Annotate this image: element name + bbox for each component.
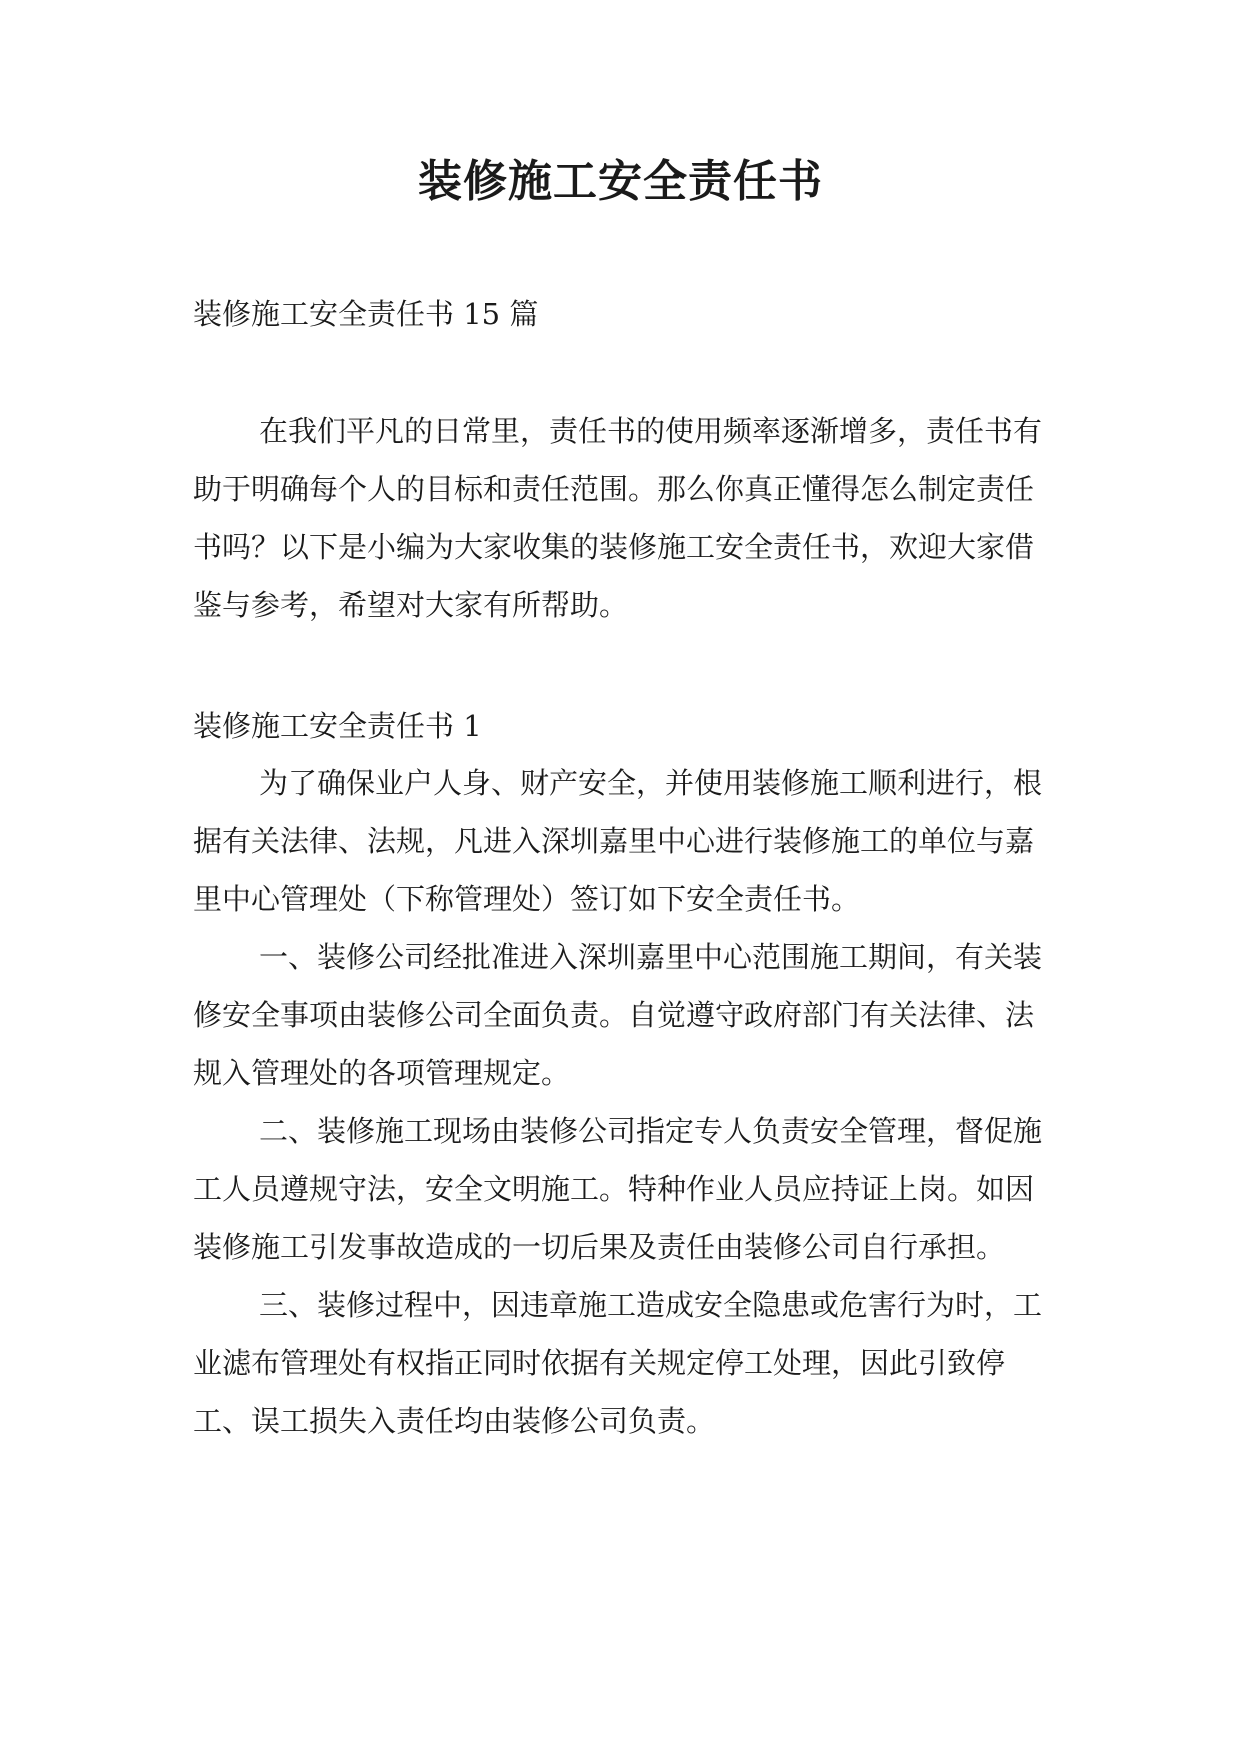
section-heading: 装修施工安全责任书 1 <box>193 709 482 743</box>
document-subtitle: 装修施工安全责任书 15 篇 <box>193 297 539 331</box>
section-body <box>193 754 1053 1450</box>
body-paragraph: 二、装修施工现场由装修公司指定专人负责安全管理，督促施工人员遵规守法，安全文明施工。特种作业人员应持证上岗。如因装修施工引发事故造成的一切后果及责任由装修公司自行承担。 <box>193 1114 1043 1264</box>
body-paragraph: 为了确保业户人身、财产安全，并使用装修施工顺利进行，根据有关法律、法规，凡进入深圳嘉里中心进行装修施工的单位与嘉里中心管理处（下称管理处）签订如下安全责任书。 <box>193 766 1043 916</box>
body-paragraph: 三、装修过程中，因违章施工造成安全隐患或危害行为时，工业滤布管理处有权指正同时依据有关规定停工处理，因此引致停工、误工损失入责任均由装修公司负责。 <box>193 1288 1043 1438</box>
document-title: 装修施工安全责任书 <box>418 156 823 207</box>
body-paragraph: 一、装修公司经批准进入深圳嘉里中心范围施工期间，有关装修安全事项由装修公司全面负责。自觉遵守政府部门有关法律、法规入管理处的各项管理规定。 <box>193 940 1043 1090</box>
intro-paragraph: 在我们平凡的日常里，责任书的使用频率逐渐增多，责任书有助于明确每个人的目标和责任范围。那么你真正懂得怎么制定责任书吗？以下是小编为大家收集的装修施工安全责任书，欢迎大家借鉴与参考，希望对大家有所帮助。 <box>193 414 1043 622</box>
